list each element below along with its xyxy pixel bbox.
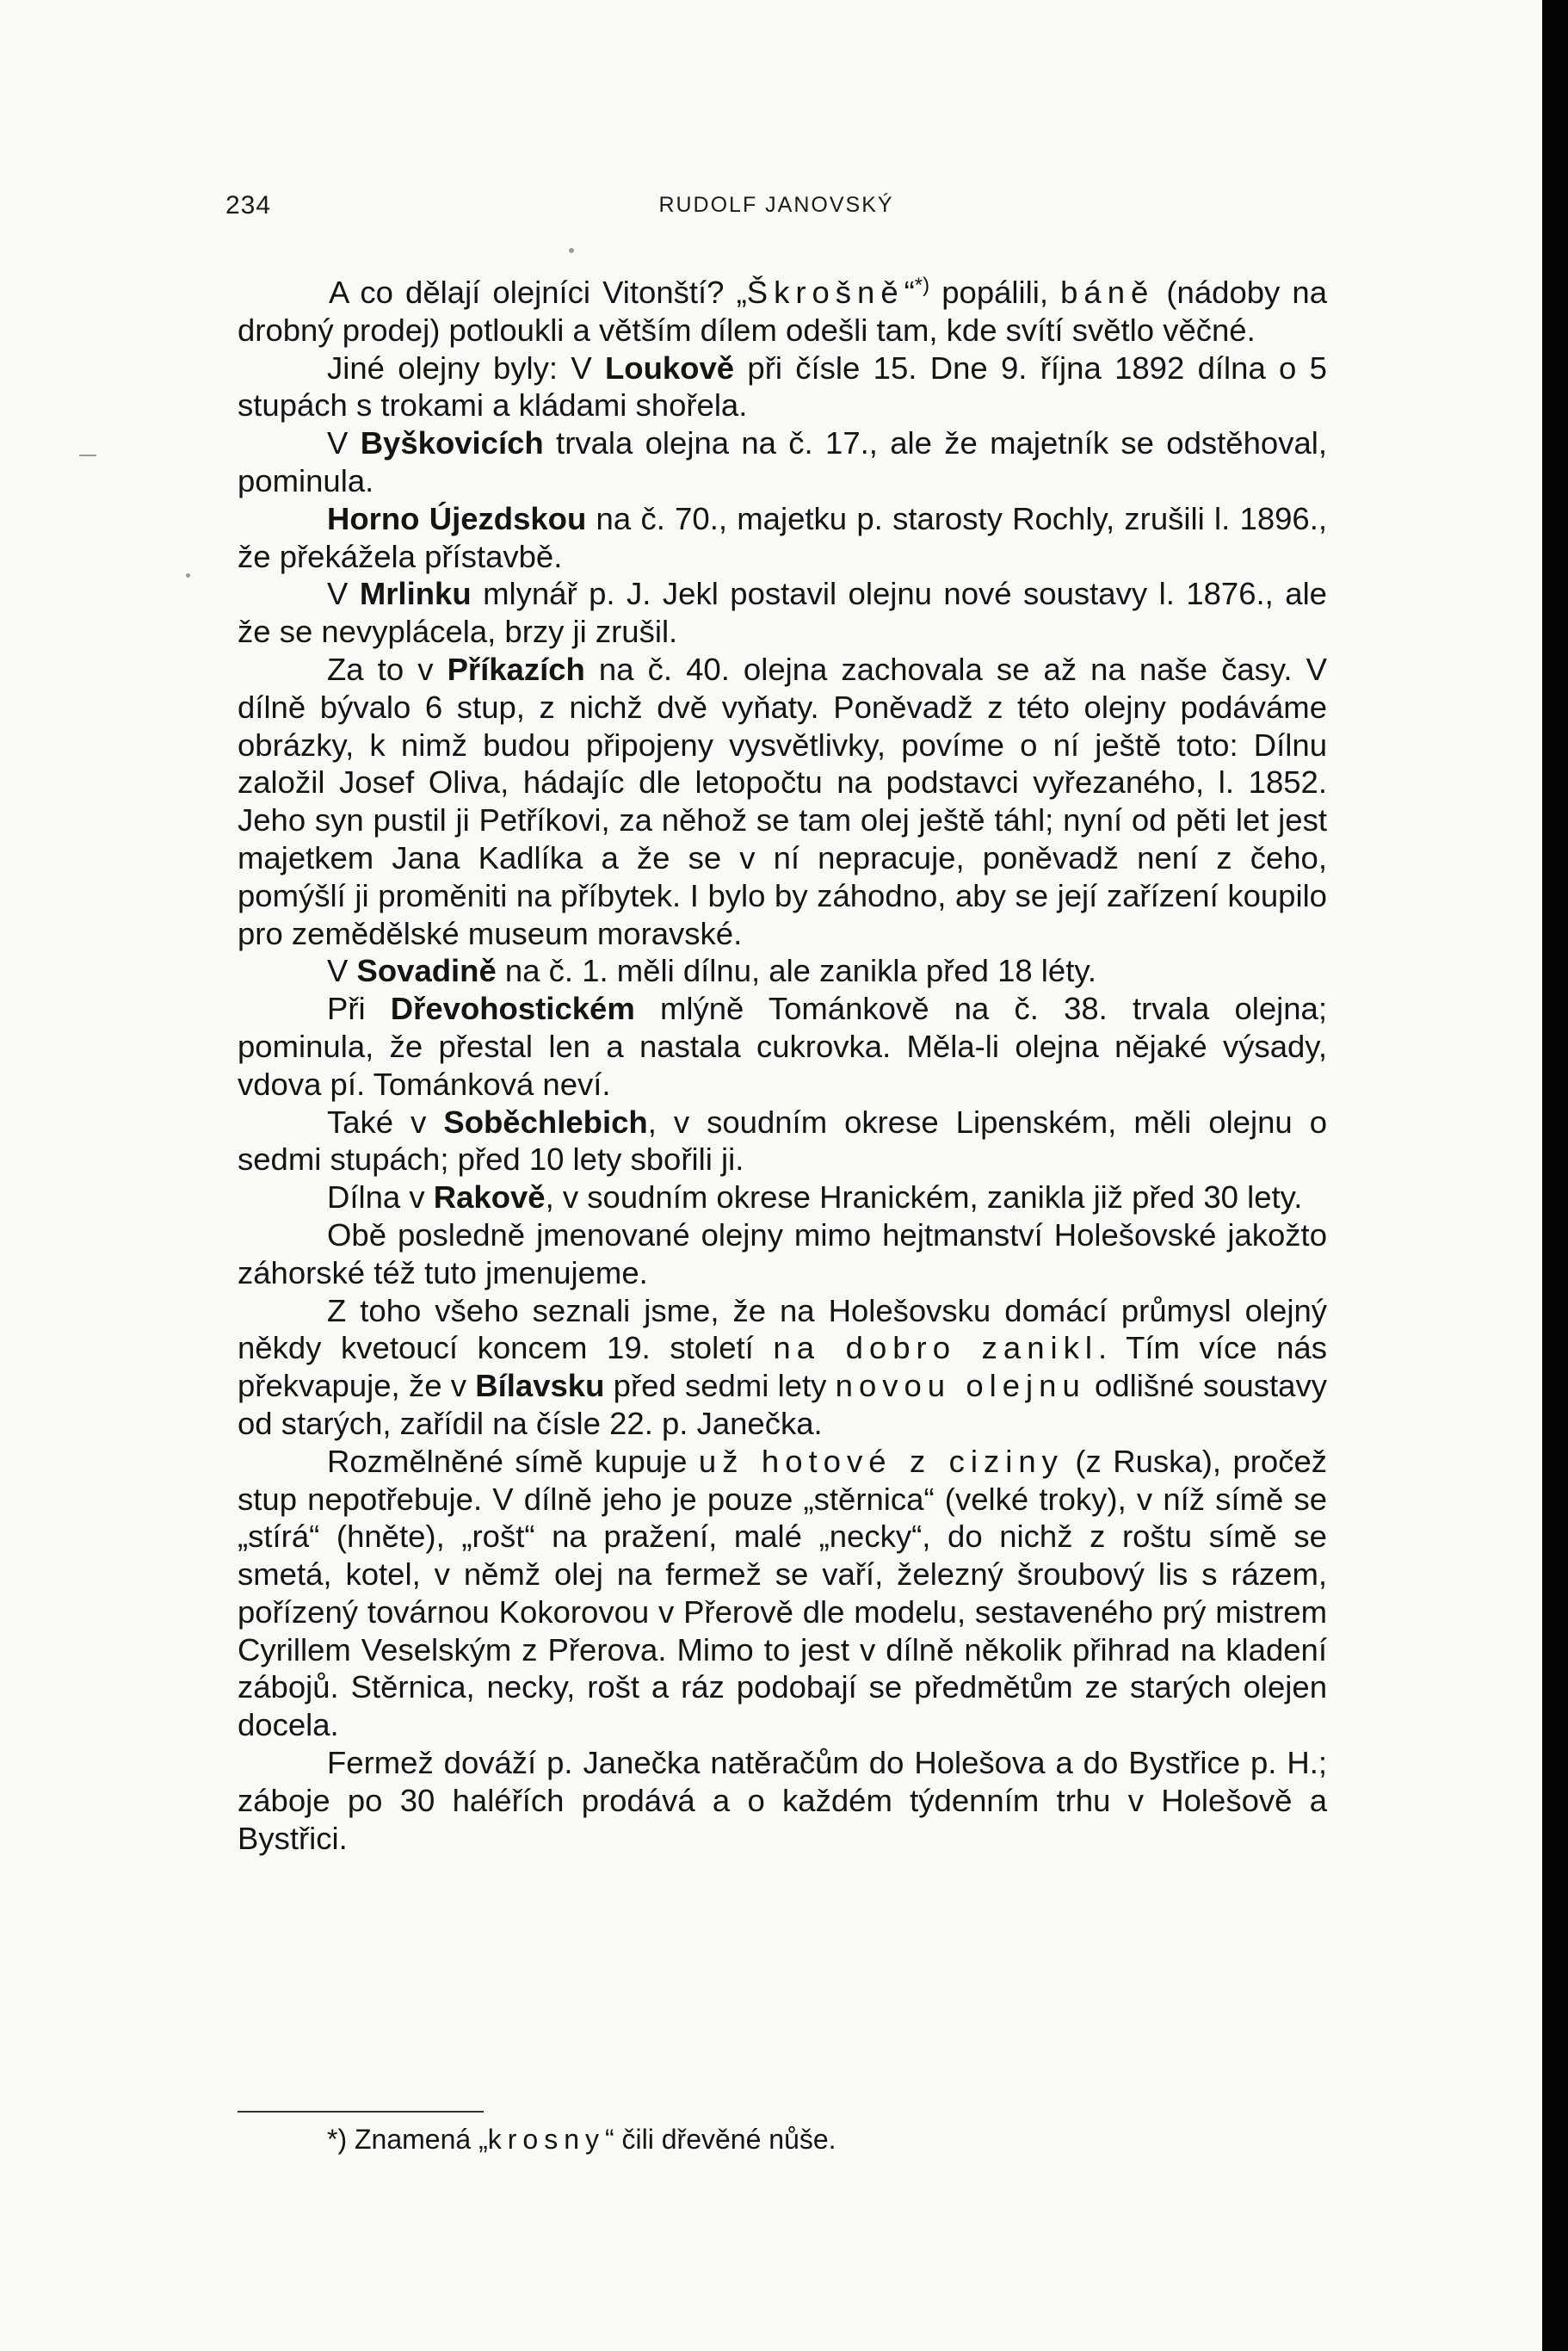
- place-name: Příkazích: [447, 651, 585, 687]
- text-run: “ čili dřevěné nůše.: [604, 2124, 836, 2155]
- text-run: (nádoby na drobný prodej) potloukli a větším dílem odešli tam, kde svítí světlo věčné.: [238, 275, 1327, 348]
- place-name: Soběchlebich: [443, 1104, 648, 1140]
- text-run: Obě posledně jmenované olejny mimo hejtmanství Holešovské jakožto záhorské též tuto jmenujeme.: [238, 1216, 1327, 1290]
- text-run: při čísle 15. Dne 9. října 1892 dílna o 5 stupách s trokami a kládami shořela.: [238, 350, 1327, 424]
- page-number: 234: [225, 191, 272, 220]
- text-run: , v soudním okrese Lipenském, měli olejnu o sedmi stupách; před 10 lety sbořili ji.: [238, 1104, 1327, 1178]
- text-run: Jiné olejny byly: V: [327, 350, 605, 386]
- text-run: A co dělají olejníci Vitonští? „: [329, 275, 747, 310]
- text-run: Při: [327, 991, 391, 1027]
- place-name: Horno Újezdskou: [327, 500, 587, 536]
- text-run: Dílna v: [327, 1179, 434, 1216]
- scan-speck: [569, 248, 574, 253]
- paragraph: [238, 1104, 1327, 1179]
- paragraph: [238, 651, 1327, 952]
- running-head: RUDOLF JANOVSKÝ: [658, 193, 894, 217]
- paragraph: [238, 952, 1327, 990]
- place-name: Byškovicích: [360, 425, 544, 461]
- text-run: před sedmi lety: [604, 1368, 836, 1404]
- paragraph: [238, 500, 1327, 576]
- place-name: Mrlinku: [359, 576, 472, 612]
- text-run: Také v: [327, 1104, 444, 1140]
- paragraph: [238, 350, 1327, 425]
- scan-speck: [79, 455, 96, 456]
- footnote-rule: [238, 2111, 484, 2113]
- text-run: mlýně Tománkově na č. 38. trvala olejna; pominula, že přestal len a nastala cukrovka. Měla-li olejna nějaké výsady, vdova pí. Tománková neví.: [238, 991, 1327, 1102]
- text-run: V: [327, 953, 357, 989]
- body-text: [238, 274, 1327, 1857]
- place-name: Sovadině: [356, 953, 497, 989]
- paragraph: [238, 1179, 1327, 1216]
- spaced-term: krosny: [487, 2124, 605, 2155]
- text-run: trvala olejna na č. 17., ale že majetník se odstěhoval, pominula.: [238, 425, 1327, 498]
- text-run: , v soudním okrese Hranickém, zanikla již před 30 lety.: [545, 1179, 1303, 1216]
- paragraph: [238, 1216, 1327, 1292]
- spaced-term: Škrošně: [746, 275, 904, 310]
- text-run: Znamená „: [347, 2124, 488, 2155]
- paragraph: [238, 575, 1327, 651]
- place-name: Bílavsku: [475, 1368, 605, 1404]
- text-run: V: [327, 576, 360, 612]
- spaced-term: už hotové z ciziny: [698, 1443, 1064, 1479]
- text-run: “: [904, 275, 915, 310]
- place-name: Loukově: [605, 350, 735, 386]
- page-header: [225, 191, 1327, 226]
- scan-border: [1542, 0, 1568, 2351]
- footnote: [327, 2122, 836, 2156]
- paragraph: [238, 990, 1327, 1103]
- scan-speck: [186, 573, 190, 578]
- text-run: Fermež dováží p. Janečka natěračům do Holešova a do Bystřice p. H.; záboje po 30 haléřích prodává a o každém týdenním trhu v Holešově a Bystřici.: [238, 1745, 1327, 1856]
- paragraph: [238, 1292, 1327, 1443]
- text-run: (z Ruska), pročež stup nepotřebuje. V dílně jeho je pouze „stěrnica“ (velké troky), v níž símě se „stírá“ (hněte), „rošt“ na pražení, malé „necky“, do nichž z roštu símě se smetá, kotel, v němž olej na fermež se vaří, železný šroubový lis s rázem, pořízený továrnou Kokorovou v Přerově dle modelu, sestaveného prý mistrem Cyrillem Veselským z Přerova. Mimo to jest v dílně několik přihrad na kladení zábojů. Stěrnica, necky, rošt a ráz podobají se předmětům ze starých olejen docela.: [238, 1443, 1327, 1743]
- footnote-marker: *): [327, 2124, 348, 2155]
- text-run: odlišné soustavy od starých, zařídil na čísle 22. p. Janečka.: [238, 1368, 1327, 1441]
- text-run: . Tím více nás překvapuje, že v: [238, 1330, 1327, 1404]
- place-name: Rakově: [433, 1179, 546, 1216]
- paragraph: [238, 1744, 1327, 1857]
- spaced-term: na dobro zanikl: [773, 1330, 1098, 1366]
- text-run: popálili,: [929, 275, 1061, 310]
- footnote-reference: *): [914, 273, 930, 297]
- spaced-term: báně: [1060, 275, 1155, 310]
- text-run: na č. 1. měli dílnu, ale zanikla před 18 léty.: [496, 953, 1097, 989]
- spaced-term: novou olejnu: [835, 1368, 1086, 1404]
- text-run: na č. 40. olejna zachovala se až na naše časy. V dílně bývalo 6 stup, z nichž dvě vyňaty. Poněvadž z této olejny podáváme obrázky, k nimž budou připojeny vysvětlivky, povíme o ní ještě toto: Dílnu založil Josef Oliva, hádajíc dle letopočtu na podstavci vyřezaného, l. 1852. Jeho syn pustil ji Petříkovi, za něhož se tam olej ještě táhl; nyní od pěti let jest majetkem Jana Kadlíka a že se v ní nepracuje, poněvadž není z čeho, pomýšlí ji proměniti na příbytek. I bylo by záhodno, aby se její zařízení koupilo pro zemědělské museum moravské.: [238, 651, 1327, 951]
- text-run: Za to v: [327, 651, 448, 687]
- place-name: Dřevohostickém: [390, 991, 635, 1027]
- text-run: Rozmělněné símě kupuje: [327, 1443, 699, 1479]
- paragraph: [238, 424, 1327, 500]
- paragraph: [238, 1443, 1327, 1744]
- paragraph: [238, 274, 1327, 350]
- text-run: V: [327, 425, 361, 461]
- text-run: na č. 70., majetku p. starosty Rochly, zrušili l. 1896., že překážela přístavbě.: [238, 500, 1327, 574]
- text-run: mlynář p. J. Jekl postavil olejnu nové soustavy l. 1876., ale že se nevyplácela, brzy ji zrušil.: [238, 576, 1327, 650]
- text-run: Z toho všeho seznali jsme, že na Holešovsku domácí průmysl olejný někdy kvetoucí koncem 19. století: [238, 1292, 1327, 1366]
